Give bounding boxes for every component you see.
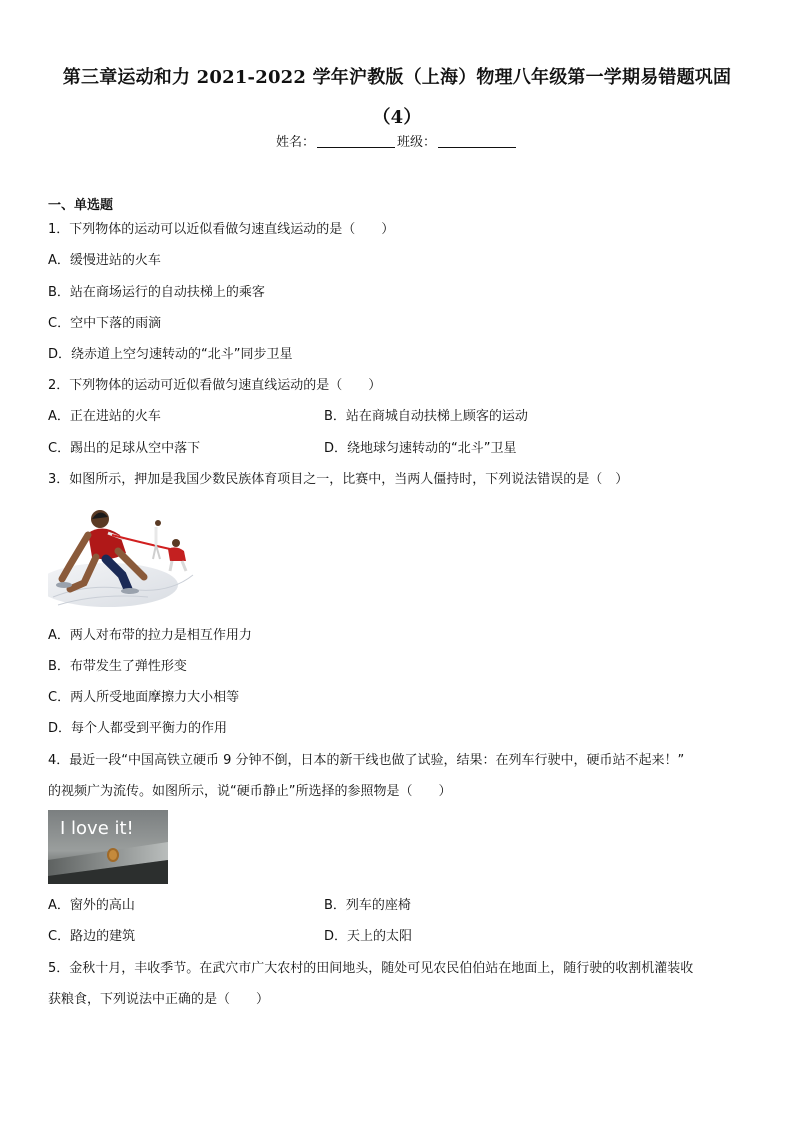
section-title: 一、单选题 (48, 198, 114, 213)
question-2-stem: 2．下列物体的运动可近似看做匀速直线运动的是（ ） (48, 378, 382, 393)
title-line-1: 第三章运动和力 2021-2022 学年沪教版（上海）物理八年级第一学期易错题巩固 (62, 67, 732, 88)
name-label: 姓名： (275, 135, 315, 150)
question-4-stem-line-1: 4．最近一段“中国高铁立硬币 9 分钟不倒，日本的新干线也做了试验，结果：在列车行驶中，硬币站不起来！” (48, 753, 685, 768)
question-1-option-a[interactable]: A．缓慢进站的火车 (48, 253, 161, 268)
question-3-stem: 3．如图所示，押加是我国少数民族体育项目之一，比赛中，当两人僵持时，下列说法错误的是（ ） (48, 472, 629, 487)
coin-photo-caption: I love it! (60, 818, 134, 839)
question-1-option-c[interactable]: C．空中下落的雨滴 (48, 316, 162, 331)
coin-on-train-photo (48, 810, 168, 884)
question-1-option-b[interactable]: B．站在商场运行的自动扶梯上的乘客 (48, 285, 265, 300)
page-title (30, 58, 764, 138)
question-2-option-c[interactable]: C．踢出的足球从空中落下 (48, 441, 201, 456)
question-4-option-a[interactable]: A．窗外的高山 (48, 898, 135, 913)
question-5-stem-line-2: 获粮食，下列说法中正确的是（ ） (48, 992, 270, 1007)
question-3-option-c[interactable]: C．两人所受地面摩擦力大小相等 (48, 690, 240, 705)
name-blank[interactable] (317, 133, 395, 148)
tug-of-war-photo (48, 505, 196, 609)
question-5-stem-line-1: 5．金秋十月，丰收季节。在武穴市广大农村的田间地头，随处可见农民伯伯站在地面上，随行驶的收割机灌装收 (48, 961, 694, 976)
question-4-option-d[interactable]: D．天上的太阳 (324, 929, 413, 944)
title-line-2: （4） (372, 107, 422, 128)
question-2-option-a[interactable]: A．正在进站的火车 (48, 409, 161, 424)
class-label: 班级： (397, 135, 437, 150)
question-3-option-b[interactable]: B．布带发生了弹性形变 (48, 659, 187, 674)
question-2-option-d[interactable]: D．绕地球匀速转动的“北斗”卫星 (324, 441, 517, 456)
question-3-option-d[interactable]: D．每个人都受到平衡力的作用 (48, 721, 228, 736)
question-4-stem-line-2: 的视频广为流传。如图所示，说“硬币静止”所选择的参照物是（ ） (48, 784, 452, 799)
question-2-option-b[interactable]: B．站在商城自动扶梯上顾客的运动 (324, 409, 528, 424)
question-3-option-a[interactable]: A．两人对布带的拉力是相互作用力 (48, 628, 252, 643)
question-4-option-b[interactable]: B．列车的座椅 (324, 898, 411, 913)
student-info-line (0, 133, 794, 153)
question-4-option-c[interactable]: C．路边的建筑 (48, 929, 136, 944)
question-1-stem: 1．下列物体的运动可以近似看做匀速直线运动的是（ ） (48, 222, 395, 237)
question-1-option-d[interactable]: D．绕赤道上空匀速转动的“北斗”同步卫星 (48, 347, 293, 362)
class-blank[interactable] (438, 133, 516, 148)
